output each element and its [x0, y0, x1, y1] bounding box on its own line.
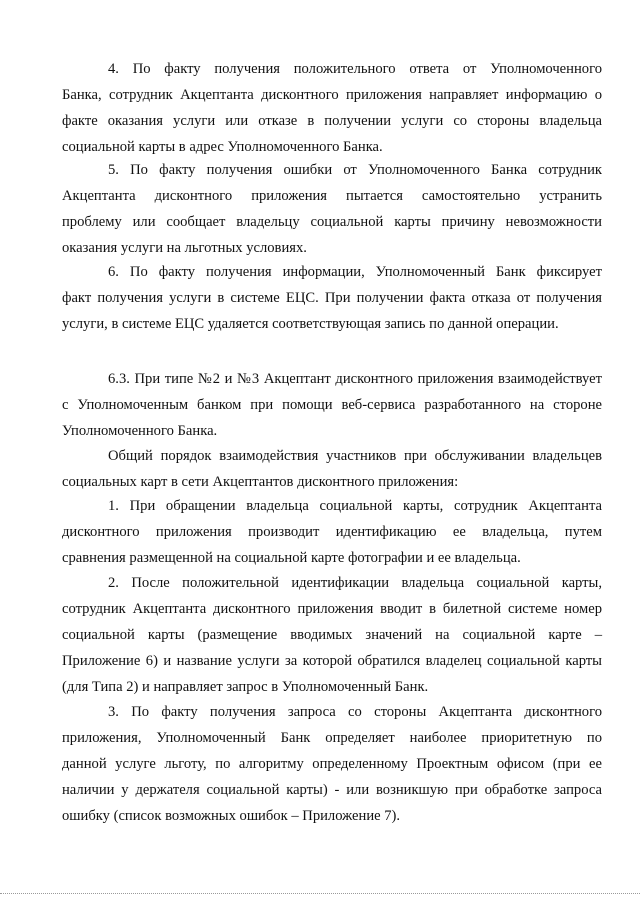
text-line: ошибку (список возможных ошибок – Приложение 7).	[62, 808, 401, 824]
section-6-3	[62, 366, 602, 444]
text-line: (для Типа 2) и направляет запрос в Уполномоченный Банк.	[62, 679, 429, 695]
text-line: 2. После положительной идентификации владельца социальной карты,	[108, 575, 602, 591]
text-line: проблему или сообщает владельцу социальной карты причину невозможности	[62, 214, 602, 230]
text-line: 6. По факту получения информации, Уполномоченный Банк фиксирует	[108, 264, 602, 280]
list-item-6	[62, 259, 602, 337]
text-line: услуги, в системе ЕЦС удаляется соответствующая запись по данной операции.	[62, 316, 559, 332]
text-line: Акцептанта дисконтного приложения пытается самостоятельно устранить	[62, 188, 602, 204]
list-item-3	[62, 699, 602, 829]
text-line: данной услуге льготу, по алгоритму определенному Проектным офисом (при ее	[62, 756, 602, 772]
text-line: оказания услуги на льготных условиях.	[62, 240, 307, 256]
list-item-2	[62, 570, 602, 700]
text-line: факт получения услуги в системе ЕЦС. При получении факта отказа от получения	[62, 290, 602, 306]
text-line: 1. При обращении владельца социальной карты, сотрудник Акцептанта	[108, 498, 602, 514]
text-line: факте оказания услуги или отказе в получении услуги со стороны владельца	[62, 113, 602, 129]
text-line: Уполномоченного Банка.	[62, 423, 218, 439]
text-line: дисконтного приложения производит идентификацию ее владельца, путем	[62, 524, 602, 540]
list-item-4	[62, 56, 602, 160]
general-order-paragraph	[62, 443, 602, 495]
text-line: приложения, Уполномоченный Банк определяет наиболее приоритетную по	[62, 730, 602, 746]
text-line: Приложение 6) и название услуги за которой обратился владелец социальной карты	[62, 653, 602, 669]
text-line: Банка, сотрудник Акцептанта дисконтного приложения направляет информацию о	[62, 87, 602, 103]
text-line: 3. По факту получения запроса со стороны Акцептанта дисконтного	[108, 704, 602, 720]
text-line: с Уполномоченным банком при помощи веб-сервиса разработанного на стороне	[62, 397, 602, 413]
list-item-1	[62, 493, 602, 571]
scan-edge-divider	[0, 893, 640, 894]
text-line: сравнения размещенной на социальной карте фотографии и ее владельца.	[62, 550, 521, 566]
text-line: социальных карт в сети Акцептантов дисконтного приложения:	[62, 474, 459, 490]
text-line: 4. По факту получения положительного ответа от Уполномоченного	[108, 61, 602, 77]
text-line: наличии у держателя социальной карты) - или возникшую при обработке запроса	[62, 782, 602, 798]
text-line: социальной карты в адрес Уполномоченного Банка.	[62, 139, 383, 155]
text-line: 5. По факту получения ошибки от Уполномоченного Банка сотрудник	[108, 162, 602, 178]
text-line: сотрудник Акцептанта дисконтного приложения вводит в билетной системе номер	[62, 601, 602, 617]
text-line: 6.3. При типе №2 и №3 Акцептант дисконтного приложения взаимодействует	[108, 371, 602, 387]
list-item-5	[62, 157, 602, 261]
text-line: социальной карты (размещение вводимых значений на социальной карте –	[62, 627, 602, 643]
text-line: Общий порядок взаимодействия участников при обслуживании владельцев	[108, 448, 602, 464]
